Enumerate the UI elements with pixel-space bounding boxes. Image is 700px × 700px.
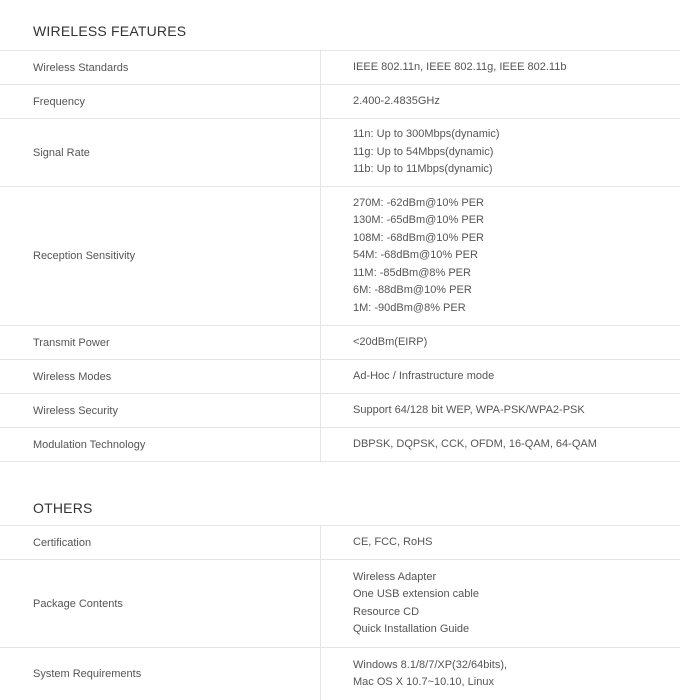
spec-row-certification <box>0 526 680 560</box>
spec-value-line: 1M: -90dBm@8% PER <box>353 301 466 314</box>
spec-row-system-requirements <box>0 648 680 700</box>
spec-value-line: 11n: Up to 300Mbps(dynamic) <box>353 128 500 141</box>
spec-value <box>321 526 680 559</box>
spec-label: Reception Sensitivity <box>0 187 321 325</box>
spec-label: Certification <box>0 526 321 559</box>
spec-table <box>0 50 680 462</box>
section-title: WIRELESS FEATURES <box>33 23 187 39</box>
spec-label: Frequency <box>0 85 321 118</box>
spec-row-package-contents <box>0 560 680 648</box>
spec-value <box>321 360 680 393</box>
spec-row-modulation-technology <box>0 428 680 462</box>
spec-value-line: CE, FCC, RoHS <box>353 535 433 548</box>
spec-value-line: One USB extension cable <box>353 588 479 600</box>
spec-row-wireless-standards <box>0 51 680 85</box>
section-title: OTHERS <box>33 499 93 516</box>
spec-value-line: DBPSK, DQPSK, CCK, OFDM, 16-QAM, 64-QAM <box>353 437 597 450</box>
spec-value-line: Support 64/128 bit WEP, WPA-PSK/WPA2-PSK <box>353 403 585 416</box>
spec-row-transmit-power <box>0 326 680 360</box>
spec-value-line: Ad-Hoc / Infrastructure mode <box>353 369 495 382</box>
spec-label: Wireless Standards <box>0 51 321 84</box>
spec-label: Package Contents <box>0 560 321 647</box>
spec-label: Signal Rate <box>0 119 321 186</box>
spec-value-line: 11b: Up to 11Mbps(dynamic) <box>353 163 493 176</box>
spec-value <box>321 119 680 186</box>
spec-value <box>321 428 680 461</box>
spec-value-line: 2.400-2.4835GHz <box>353 94 440 107</box>
spec-value-line: 11g: Up to 54Mbps(dynamic) <box>353 145 494 158</box>
spec-value-line: 54M: -68dBm@10% PER <box>353 249 478 262</box>
spec-value <box>321 51 680 84</box>
spec-row-wireless-modes <box>0 360 680 394</box>
spec-row-signal-rate <box>0 119 680 187</box>
spec-value-line: <20dBm(EIRP) <box>353 335 428 348</box>
spec-value <box>321 326 680 359</box>
spec-label: System Requirements <box>0 648 321 700</box>
spec-value-line: Wireless Adapter <box>353 570 437 583</box>
spec-label: Wireless Modes <box>0 360 321 393</box>
spec-value-line: 130M: -65dBm@10% PER <box>353 214 485 227</box>
spec-value <box>321 560 680 647</box>
section-others <box>0 486 680 700</box>
spec-value-line: Mac OS X 10.7~10.10, Linux <box>353 676 494 688</box>
spec-label: Transmit Power <box>0 326 321 359</box>
spec-value <box>321 648 680 700</box>
spec-value-line: 270M: -62dBm@10% PER <box>353 196 485 209</box>
spec-table <box>0 525 680 700</box>
spec-value-line: Quick Installation Guide <box>353 623 470 635</box>
spec-value-line: 11M: -85dBm@8% PER <box>353 266 471 279</box>
spec-label: Modulation Technology <box>0 428 321 461</box>
spec-row-frequency <box>0 85 680 119</box>
spec-value-line: IEEE 802.11n, IEEE 802.11g, IEEE 802.11b <box>353 60 567 73</box>
spec-row-reception-sensitivity <box>0 187 680 326</box>
spec-value <box>321 85 680 118</box>
spec-value-line: 6M: -88dBm@10% PER <box>353 284 472 297</box>
spec-row-wireless-security <box>0 394 680 428</box>
spec-value <box>321 187 680 325</box>
spec-value-line: Resource CD <box>353 605 420 618</box>
spec-value-line: 108M: -68dBm@10% PER <box>353 231 485 244</box>
spec-value-line: Windows 8.1/8/7/XP(32/64bits), <box>353 658 508 671</box>
spec-label: Wireless Security <box>0 394 321 427</box>
spec-value <box>321 394 680 427</box>
